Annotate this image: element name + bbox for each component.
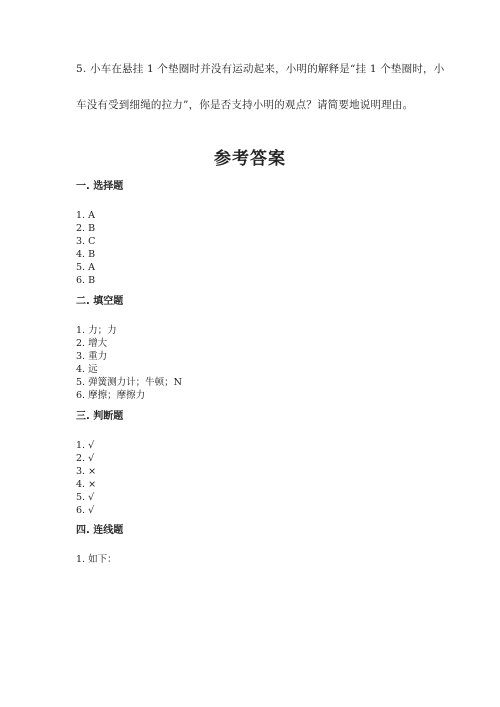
answer-item: 1. A: [76, 210, 95, 221]
answer-item: 4. ×: [76, 479, 97, 490]
answer-item: 5. √: [76, 492, 95, 503]
answer-item: 6. √: [76, 505, 95, 516]
answer-item: 1. 如下：: [76, 554, 117, 565]
question-5-line-2: 车没有受到细绳的拉力”，你是否支持小明的观点？请简要地说明理由。: [76, 99, 414, 111]
section-true-false: [76, 407, 123, 517]
answer-item: 5. 弹簧测力计；牛顿；N: [76, 377, 182, 388]
answer-item: 6. 摩擦；摩擦力: [76, 390, 146, 401]
answer-item: 2. B: [76, 223, 96, 234]
section-matching: [76, 521, 123, 566]
section-heading: 三. 判断题: [76, 411, 124, 422]
answer-item: 5. A: [76, 262, 95, 273]
answer-item: 4. 远: [76, 364, 98, 375]
answer-item: 3. 重力: [76, 351, 108, 362]
answer-item: 3. C: [76, 236, 96, 247]
answer-item: 2. √: [76, 453, 95, 464]
question-5-line-1: 5. 小车在悬挂 1 个垫圈时并没有运动起来，小明的解释是“挂 1 个垫圈时，小: [76, 63, 445, 75]
answer-item: 1. √: [76, 440, 95, 451]
answer-key-title: 参考答案: [214, 149, 286, 169]
section-heading: 二. 填空题: [76, 296, 124, 307]
answer-item: 6. B: [76, 275, 96, 286]
answer-item: 3. ×: [76, 466, 97, 477]
answer-item: 1. 力；力: [76, 325, 117, 336]
answer-item: 2. 增大: [76, 338, 108, 349]
section-heading: 四. 连线题: [76, 525, 124, 536]
section-fill-in-blank: [76, 292, 182, 402]
answer-item: 4. B: [76, 249, 96, 260]
section-heading: 一. 选择题: [76, 181, 124, 192]
section-multiple-choice: [76, 177, 123, 287]
